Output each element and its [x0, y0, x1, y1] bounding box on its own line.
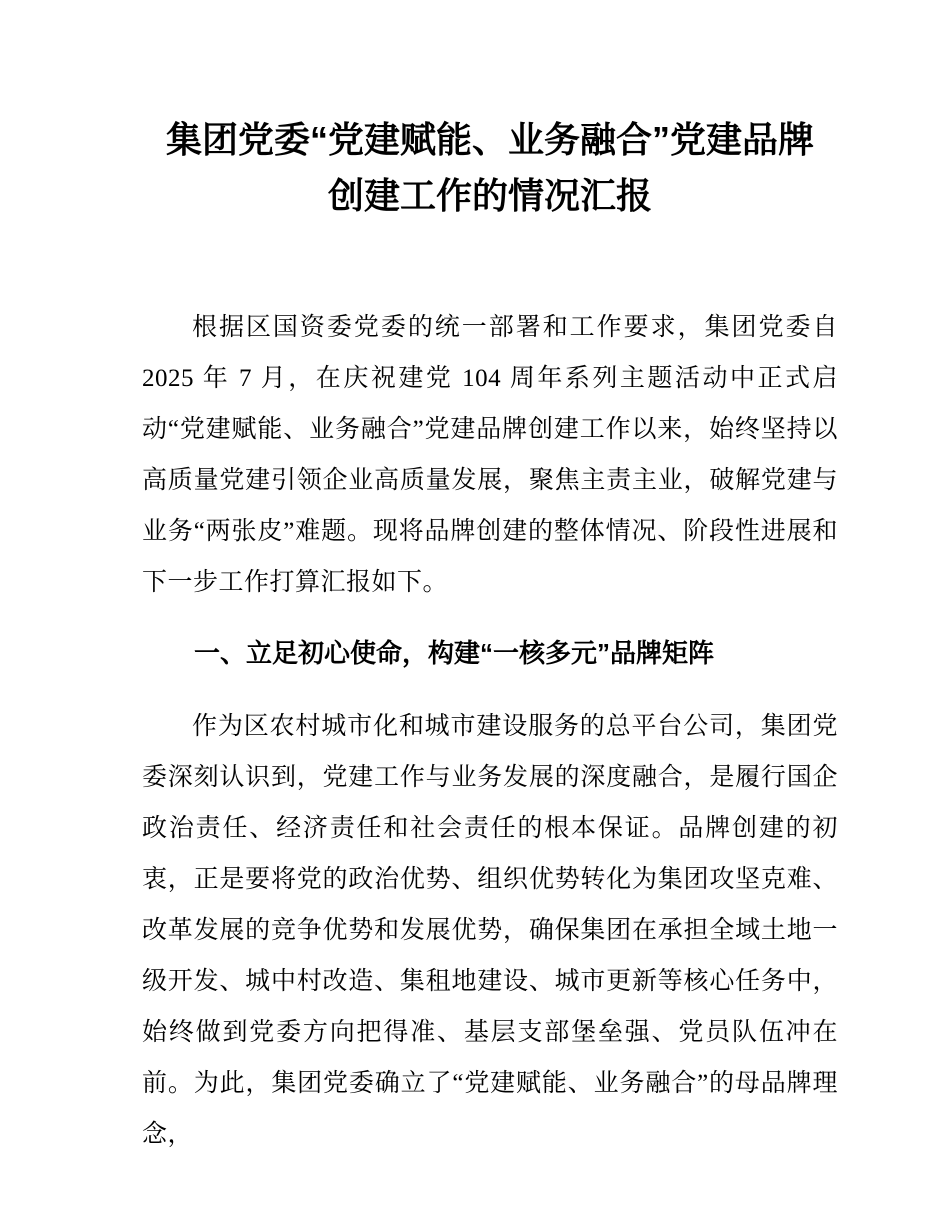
paragraph-intro: 根据区国资委党委的统一部署和工作要求，集团党委自 2025 年 7 月，在庆祝建党 104 周年系列主题活动中正式启动“党建赋能、业务融合”党建品牌创建工作以来，始终坚持以高质量党建引领企业高质量发展，聚焦主责主业，破解党建与业务“两张皮”难题。现将品牌创建的整体情况、阶段性进展和下一步工作打算汇报如下。: [142, 314, 838, 596]
section-heading-1: 一、立足初心使命，构建“一核多元”品牌矩阵: [194, 638, 715, 668]
paragraph-section-1: 作为区农村城市化和城市建设服务的总平台公司，集团党委深刻认识到，党建工作与业务发展的深度融合，是履行国企政治责任、经济责任和社会责任的根本保证。品牌创建的初衷，正是要将党的政治优势、组织优势转化为集团攻坚克难、改革发展的竞争优势和发展优势，确保集团在承担全域土地一级开发、城中村改造、集租地建设、城市更新等核心任务中，始终做到党委方向把得准、基层支部堡垒强、党员队伍冲在前。为此，集团党委确立了“党建赋能、业务融合”的母品牌理念，: [142, 713, 838, 1148]
title-line-2: 创建工作的情况汇报: [327, 175, 652, 216]
title-line-1: 集团党委“党建赋能、业务融合”党建品牌: [165, 119, 814, 160]
document-title: [142, 112, 838, 224]
